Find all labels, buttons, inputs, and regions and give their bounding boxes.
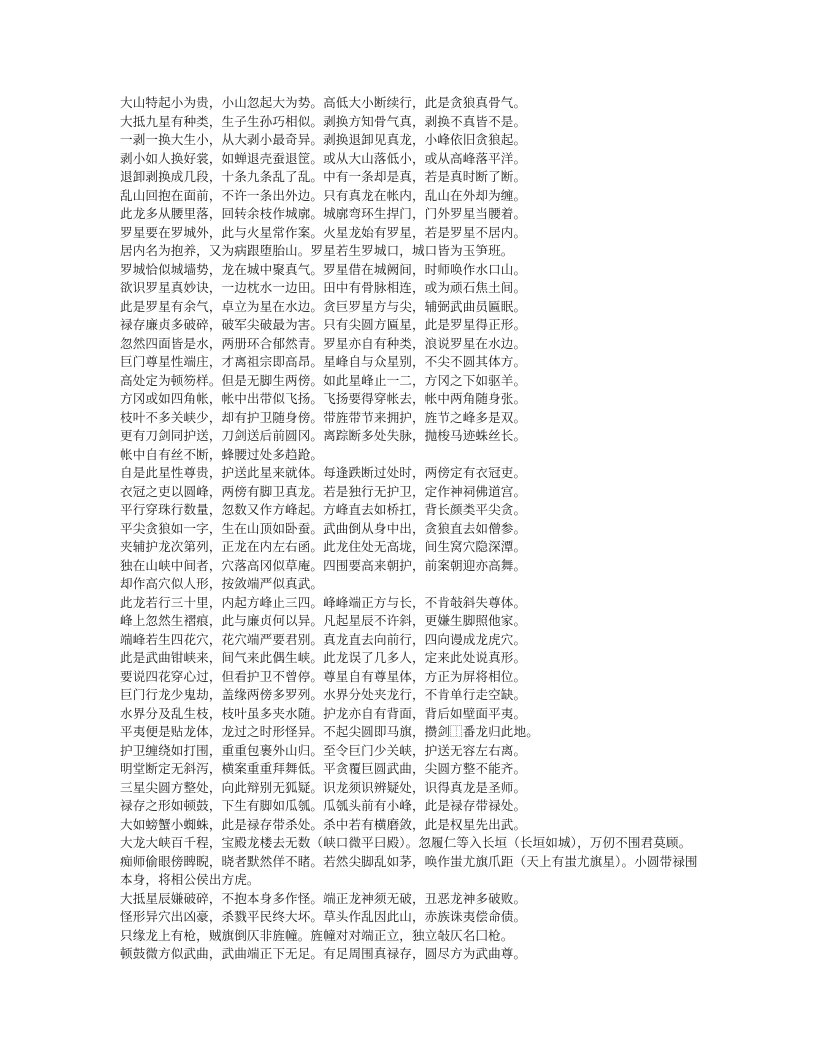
text-line: 一剥一换大生小，从大剥小最奇异。剥换退卸见真龙，小峰依旧贪狼起。: [120, 132, 527, 147]
text-line: 大山特起小为贵，小山忽起大为势。高低大小断续行，此是贪狼真骨气。: [120, 95, 527, 110]
text-line: 却作高穴似人形，按敛端严似真武。: [120, 576, 324, 591]
text-line: 大抵九星有种类，生子生孙巧相似。剥换方知骨气真，剥换不真皆不是。: [120, 113, 527, 129]
text-paragraph: 大龙大峡百千程，宝殿龙楼去无数（峡口微平曰殿）。忽履仁等入长垣（长垣如城），万仞不围君莫顾。痴师偷眼傍睥睨，晓者默然佯不睹。若然尖脚乱如茅，唤作蚩尤旗爪距（天上有蚩尤旗星）。小圆带禄围本身，将相公侯出方虎。: [120, 835, 698, 887]
text-line: 剥小如人换好裳，如蝉退壳蚕退筐。或从大山落低小，或从高峰落平洋。: [120, 150, 527, 166]
text-line: 巨门行龙少鬼劫，盖缘两傍多罗列。水界分处夹龙行，不肯单行走空缺。: [120, 687, 527, 702]
text-line: 枝叶不多关峡少，却有护卫随身傍。带旌带节来拥护，旌节之峰多是双。: [120, 409, 527, 425]
text-line: 居内名为抱养，又为病跟堕胎山。罗星若生罗城口，城口皆为玉笋班。: [120, 243, 514, 258]
text-line: 衣冠之吏以圆峰，两傍有脚卫真龙。若是独行无护卫，定作神祠佛道宫。: [120, 483, 527, 499]
text-line: 更有刀剑同护送，刀剑送后前圆冈。离踪断多处失脉，抛梭马迹蛛丝长。: [120, 428, 527, 443]
text-line: 自是此星性尊贵，护送此星来就体。每逢跌断过处时，两傍定有衣冠吏。: [120, 465, 527, 480]
text-line: 巨门尊星性端庄，才离祖宗即高昂。星峰自与众星别，不尖不圆其体方。: [120, 354, 527, 369]
text-line: 高处定为顿笏样。但是无脚生两傍。如此星峰止一二，方冈之下如驱羊。: [120, 372, 527, 388]
text-line: 罗城恰似城墙势，龙在城中聚真气。罗星借在城阙间，时师唤作水口山。: [120, 261, 527, 277]
body-text: [120, 94, 700, 964]
text-line: 欲识罗星真妙诀，一边枕水一边田。田中有骨脉相连，或为顽石焦土间。: [120, 280, 527, 295]
text-line: 夹辅护龙次第列，正龙在内左右函。此龙住处无高垅，间生窝穴隐深潭。: [120, 539, 527, 554]
text-line: 平尖贪狼如一字，生在山顶如卧蚕。武曲倒从身中出，贪狼直去如僧参。: [120, 520, 527, 536]
text-line: 退卸剥换成几段，十条九条乱了乱。中有一条却是真，若是真时断了断。: [120, 169, 527, 184]
text-line: 大抵星辰嫌破碎，不抱本身多作怪。端正龙神须无破，丑恶龙神多破败。: [120, 890, 527, 906]
text-line: 水界分及乱生枝，枝叶虽多夹水随。护龙亦自有背面，背后如壁面平夷。: [120, 705, 527, 721]
text-line: 帐中自有丝不断，蜂腰过处多趋跄。: [120, 446, 324, 462]
text-line: 只缘龙上有枪，贼旗倒仄非旌幢。旌幢对对端正立，独立敧仄名囗枪。: [120, 927, 514, 943]
text-line: 独在山峡中间者，穴落高冈似草庵。四围要高来朝护，前案朝迎亦高舞。: [120, 557, 527, 573]
text-line: 禄存之形如顿鼓，下生有脚如瓜瓠。瓜瓠头前有小峰，此是禄存带禄处。: [120, 798, 527, 813]
text-line: 罗星要在罗城外，此与火星常作案。火星龙始有罗星，若是罗星不居内。: [120, 224, 527, 240]
text-line: 此是武曲钳峡来，间气来此偶生峡。此龙误了几多人，定来此处说真形。: [120, 650, 527, 665]
text-line: 乱山回抱在面前，不许一条出外边。只有真龙在帐内，乱山在外却为缠。: [120, 187, 527, 203]
text-line: 三星尖圆方整处，向此辩别无狐疑。识龙须识辨疑处，识得真龙是圣师。: [120, 779, 527, 795]
text-line: 平夷便是贴龙体，龙过之时形怪异。不起尖圆即马旗，攒剑⿰番龙归此地。: [120, 724, 539, 739]
text-line: 忽然四面皆是水，两册环合郁然青。罗星亦自有种类，浪说罗星在水边。: [120, 335, 527, 351]
text-line: 此龙多从腰里落，回转余枝作城廓。城廓弯环生捍门，门外罗星当腰着。: [120, 206, 527, 221]
text-line: 禄存廉贞多破碎，破军尖破最为害。只有尖圆方匾星，此是罗星得正形。: [120, 317, 527, 332]
text-line: 此龙若行三十里，内起方峰止三四。峰峰端正方与长，不肯敧斜失尊体。: [120, 594, 527, 610]
text-line: 端峰若生四花穴，花穴端严要君别。真龙直去向前行，四向谩成龙虎穴。: [120, 631, 527, 647]
text-line: 大如螃蟹小蜘蛛，此是禄存带杀处。杀中若有横磨敛，此是权星先出武。: [120, 816, 527, 832]
text-line: 怪形异穴出凶豪，杀戮平民终大坏。草头作乱因此山，赤族诛夷偿命债。: [120, 909, 527, 924]
text-line: 明堂断定无斜泻，横案重重拜舞低。平贪覆巨圆武曲，尖圆方整不能齐。: [120, 761, 527, 776]
text-line: 要说四花穿心过，但看护卫不曾停。尊星自有尊星体，方正为屏将相位。: [120, 668, 527, 684]
text-line: 方冈或如四角帐，帐中出带似飞扬。飞扬要得穿帐去，帐中两角随身张。: [120, 391, 527, 406]
text-line: 峰上忽然生褶痕，此与廉贞何以异。凡起星辰不许斜，更嫌生脚照他家。: [120, 613, 527, 628]
text-line: 平行穿珠行数量，忽数又作方峰起。方峰直去如桥扛，背长颜类平尖贪。: [120, 502, 527, 517]
text-line: 顿鼓微方似武曲，武曲端正下无足。有足周围真禄存，圆尽方为武曲尊。: [120, 946, 527, 961]
text-line: 护卫缠绕如打围，重重包裹外山归。至令巨门少关峡，护送无容左右离。: [120, 742, 527, 758]
text-line: 此是罗星有余气，卓立为星在水边。贪巨罗星方与尖，辅弼武曲员匾眠。: [120, 298, 527, 314]
